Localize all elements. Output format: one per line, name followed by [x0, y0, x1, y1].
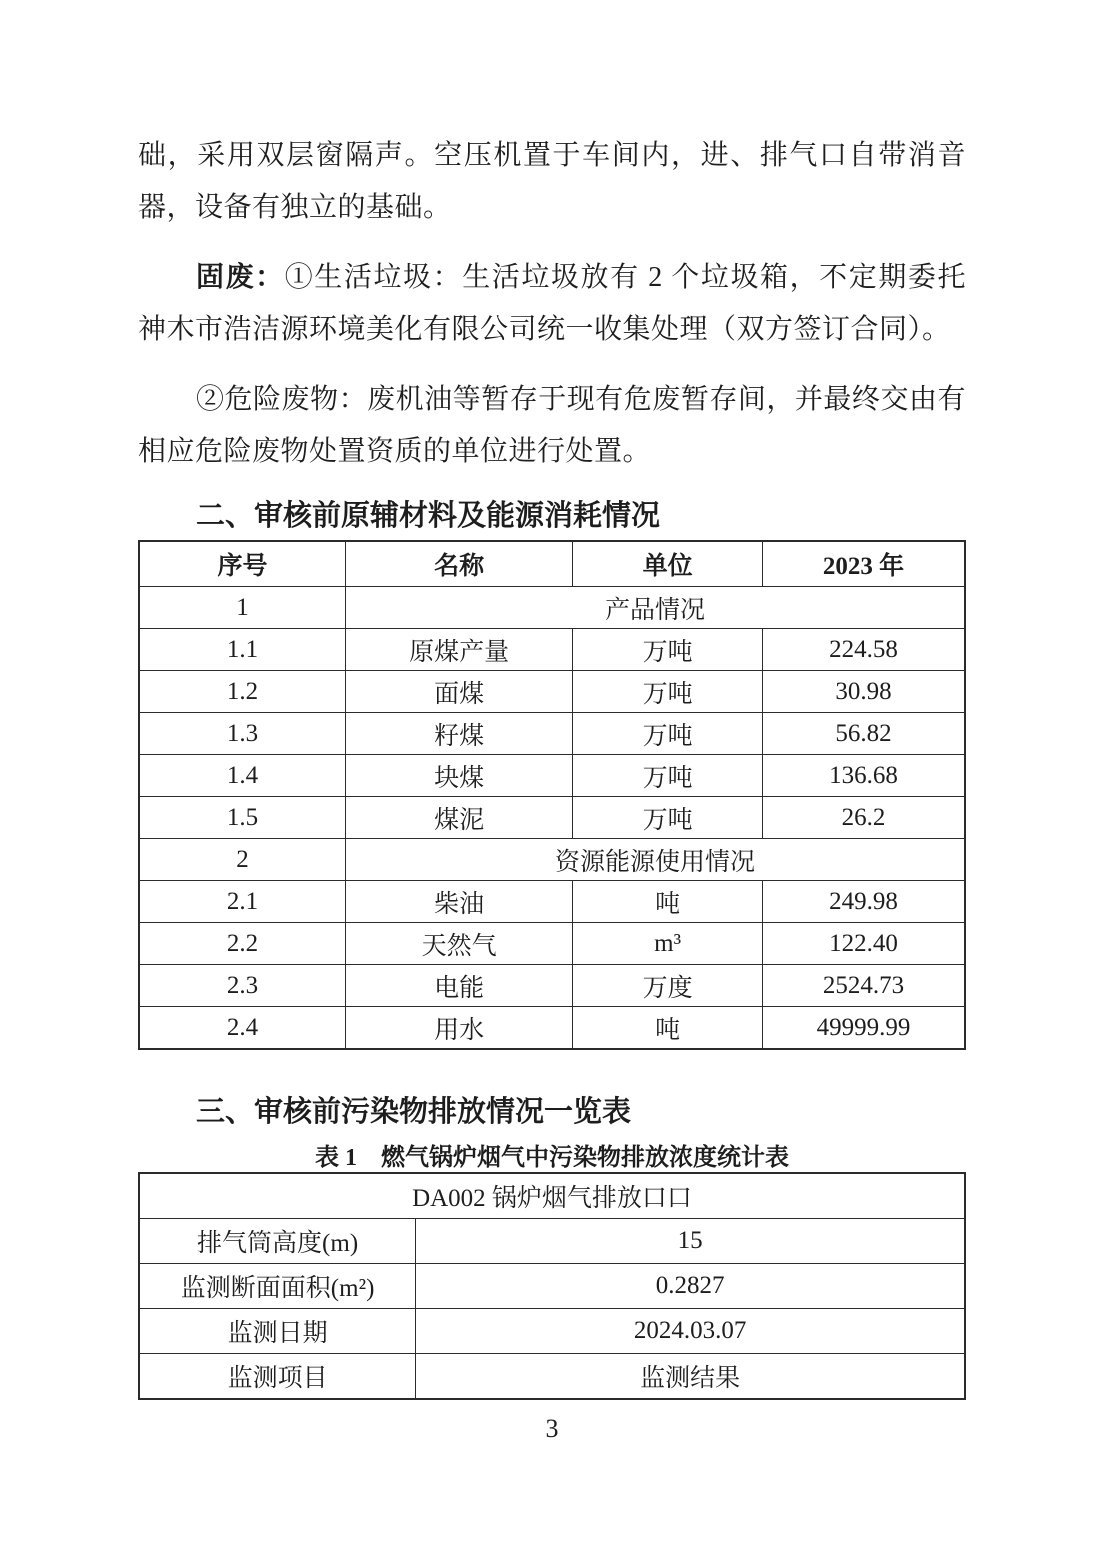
cell-no: 2.4	[139, 1007, 346, 1050]
table-row	[139, 1354, 965, 1400]
table-row	[139, 755, 965, 797]
cell-no: 2.1	[139, 881, 346, 923]
cell-label: 监测日期	[139, 1309, 416, 1354]
table-row	[139, 965, 965, 1007]
cell-value: 15	[416, 1219, 965, 1264]
cell-no: 1.2	[139, 671, 346, 713]
table-row	[139, 587, 965, 629]
col-header-unit: 单位	[573, 541, 763, 587]
cell-value: 56.82	[763, 713, 965, 755]
cell-unit: 万吨	[573, 755, 763, 797]
cell-unit: m³	[573, 923, 763, 965]
cell-unit: 吨	[573, 1007, 763, 1050]
table-row	[139, 713, 965, 755]
cell-value: 0.2827	[416, 1264, 965, 1309]
cell-span-label: 资源能源使用情况	[346, 839, 966, 881]
cell-value: 30.98	[763, 671, 965, 713]
section-heading-pollutant-emission: 三、审核前污染物排放情况一览表	[196, 1096, 632, 1128]
cell-value: 2524.73	[763, 965, 965, 1007]
cell-value: 2024.03.07	[416, 1309, 965, 1354]
materials-energy-table	[138, 540, 966, 1050]
table-row	[139, 671, 965, 713]
cell-name: 籽煤	[346, 713, 573, 755]
cell-name: 电能	[346, 965, 573, 1007]
paragraph-hazardous-waste: ②危险废物：废机油等暂存于现有危废暂存间，并最终交由有相应危险废物处置资质的单位进行处置。	[138, 384, 966, 467]
col-header-no: 序号	[139, 541, 346, 587]
cell-label: 排气筒高度(m)	[139, 1219, 416, 1264]
cell-name: 天然气	[346, 923, 573, 965]
col-header-name: 名称	[346, 541, 573, 587]
section-heading-materials-energy: 二、审核前原辅材料及能源消耗情况	[196, 500, 661, 532]
paragraph-noise-continuation: 础，采用双层窗隔声。空压机置于车间内，进、排气口自带消音器，设备有独立的基础。	[138, 140, 966, 223]
page-number: 3	[545, 1414, 559, 1443]
col-header-year: 2023 年	[763, 541, 965, 587]
table-row	[139, 839, 965, 881]
cell-value: 监测结果	[416, 1354, 965, 1400]
cell-unit: 吨	[573, 881, 763, 923]
cell-value: 136.68	[763, 755, 965, 797]
cell-value: 49999.99	[763, 1007, 965, 1050]
cell-unit: 万吨	[573, 713, 763, 755]
cell-name: 块煤	[346, 755, 573, 797]
cell-unit: 万吨	[573, 671, 763, 713]
cell-no: 1.4	[139, 755, 346, 797]
cell-value: 249.98	[763, 881, 965, 923]
cell-label: 监测项目	[139, 1354, 416, 1400]
cell-name: 柴油	[346, 881, 573, 923]
table-row	[139, 1007, 965, 1050]
cell-value: 224.58	[763, 629, 965, 671]
table-row	[139, 1219, 965, 1264]
cell-no: 1	[139, 587, 346, 629]
cell-unit: 万吨	[573, 797, 763, 839]
cell-no: 2	[139, 839, 346, 881]
cell-name: 煤泥	[346, 797, 573, 839]
cell-unit: 万度	[573, 965, 763, 1007]
table-header-row	[139, 541, 965, 587]
cell-span-label: 产品情况	[346, 587, 966, 629]
outlet-header-cell: DA002 锅炉烟气排放口口	[139, 1173, 965, 1219]
solid-waste-label: 固废：	[196, 262, 285, 293]
table-row	[139, 923, 965, 965]
table-merged-header-row	[139, 1173, 965, 1219]
boiler-emission-table	[138, 1172, 966, 1400]
table-row	[139, 1309, 965, 1354]
cell-value: 26.2	[763, 797, 965, 839]
cell-unit: 万吨	[573, 629, 763, 671]
cell-no: 2.3	[139, 965, 346, 1007]
cell-value: 122.40	[763, 923, 965, 965]
table1-caption: 表 1 燃气锅炉烟气中污染物排放浓度统计表	[315, 1145, 789, 1171]
table-row	[139, 1264, 965, 1309]
table-row	[139, 881, 965, 923]
cell-no: 1.3	[139, 713, 346, 755]
table-row	[139, 629, 965, 671]
paragraph-solid-waste	[138, 252, 966, 356]
cell-name: 用水	[346, 1007, 573, 1050]
table-row	[139, 797, 965, 839]
solid-waste-text: ①生活垃圾：生活垃圾放有 2 个垃圾箱，不定期委托神木市浩洁源环境美化有限公司统一收集处理（双方签订合同）。	[138, 262, 966, 345]
cell-name: 原煤产量	[346, 629, 573, 671]
cell-no: 1.5	[139, 797, 346, 839]
cell-no: 1.1	[139, 629, 346, 671]
cell-no: 2.2	[139, 923, 346, 965]
cell-name: 面煤	[346, 671, 573, 713]
page-content	[138, 130, 966, 1444]
cell-label: 监测断面面积(m²)	[139, 1264, 416, 1309]
